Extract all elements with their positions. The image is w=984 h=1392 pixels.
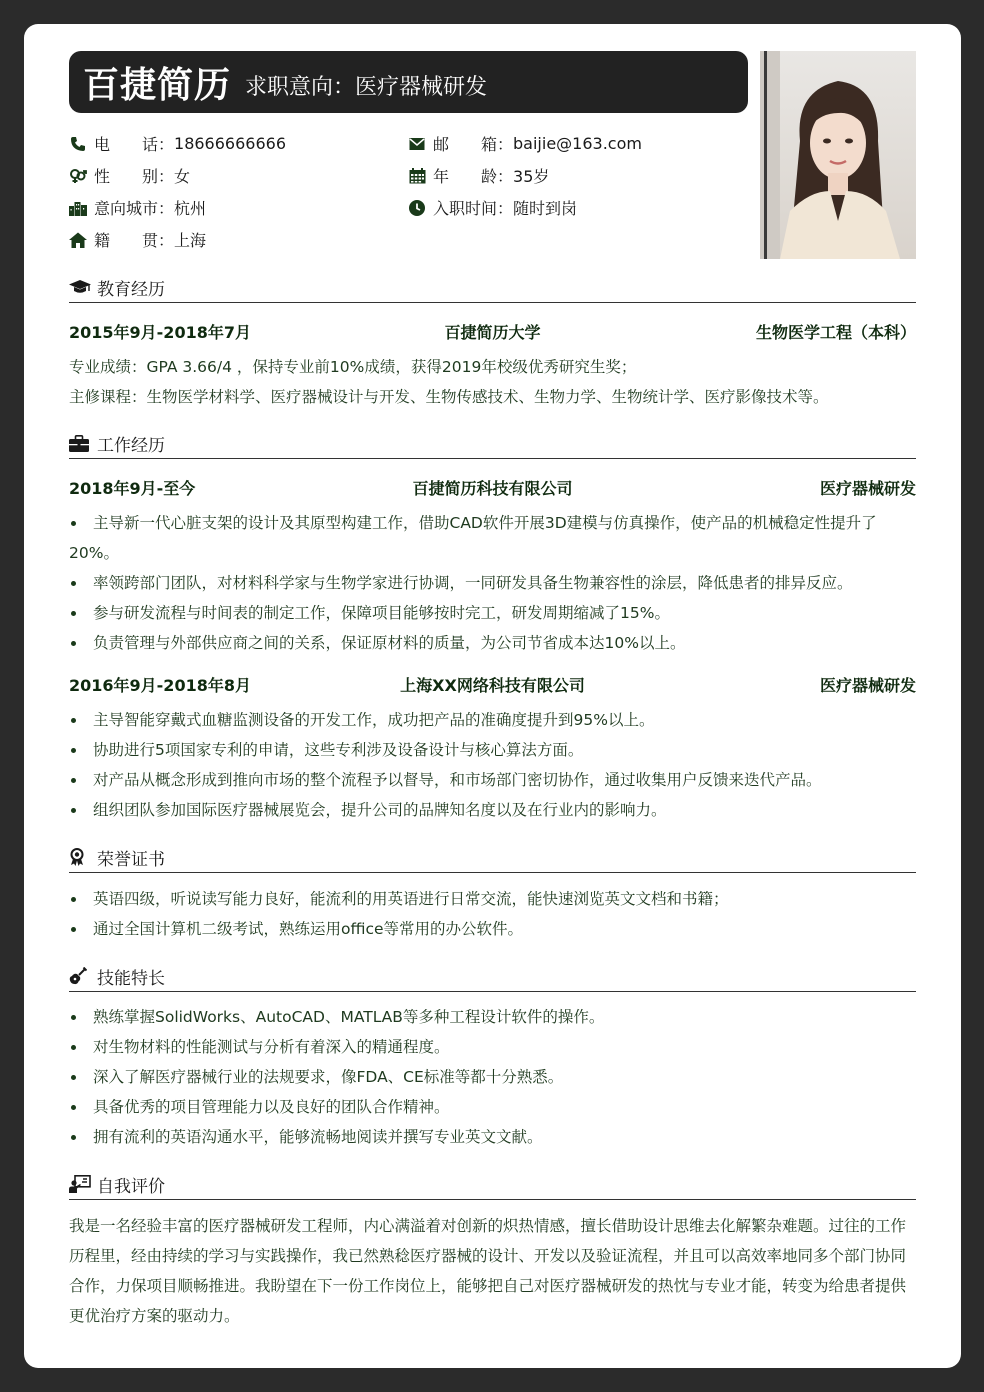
briefcase-icon — [69, 433, 91, 453]
contact-email: 邮 箱： baijie@163.com — [408, 132, 642, 155]
work-period: 2016年9月-2018年8月 — [69, 676, 251, 695]
work-bullets — [69, 705, 916, 825]
section-self-eval: 自我评价 — [69, 1169, 916, 1200]
education-line: 专业成绩：GPA 3.66/4 ，保持专业前10%成绩，获得2019年校级优秀研究生奖； — [69, 358, 637, 376]
guitar-icon — [69, 966, 91, 986]
work-bullets — [69, 508, 916, 658]
email-value: baijie@163.com — [513, 134, 642, 153]
list-item: 拥有流利的英语沟通水平，能够流畅地阅读并撰写专业英文文献。 — [69, 1122, 916, 1152]
contact-start: 入职时间： 随时到岗 — [408, 196, 577, 219]
profile-photo — [760, 51, 916, 259]
work-row — [69, 476, 916, 499]
honors-list — [69, 884, 916, 944]
self-eval-text: 我是一名经验丰富的医疗器械研发工程师，内心满溢着对创新的炽热情感，擅长借助设计思维去化解繁杂难题。过往的工作历程里，经由持续的学习与实践操作，我已然熟稔医疗器械的设计、开发以及验证流程，并且可以高效率地同多个部门协同合作，力保项目顺畅推进。我盼望在下一份工作岗位上，能够把自己对医疗器械研发的热忱与专业才能，转变为给患者提供更优治疗方案的驱动力。 — [69, 1217, 907, 1325]
resume-page — [24, 24, 961, 1368]
section-honors: 荣誉证书 — [69, 842, 916, 873]
education-row — [69, 320, 916, 343]
education-period: 2015年9月-2018年7月 — [69, 323, 251, 342]
origin-value: 上海 — [174, 231, 207, 250]
work-period: 2018年9月-至今 — [69, 479, 196, 498]
resume-name: 百捷简历 — [83, 64, 232, 106]
work-company: 上海XX网络科技有限公司 — [400, 676, 585, 695]
list-item: 参与研发流程与时间表的制定工作，保障项目能够按时完工，研发周期缩减了15%。 — [69, 598, 916, 628]
education-major: 生物医学工程（本科） — [755, 323, 916, 342]
graduation-cap-icon — [69, 277, 91, 297]
list-item: 组织团队参加国际医疗器械展览会，提升公司的品牌知名度以及在行业内的影响力。 — [69, 795, 916, 825]
education-school: 百捷简历大学 — [444, 323, 541, 342]
education-line: 主修课程：生物医学材料学、医疗器械设计与开发、生物传感技术、生物力学、生物统计学、医疗影像技术等。 — [69, 388, 829, 406]
education-details — [69, 352, 916, 412]
list-item: 对生物材料的性能测试与分析有着深入的精通程度。 — [69, 1032, 916, 1062]
home-icon — [69, 231, 87, 249]
list-item: 率领跨部门团队，对材料科学家与生物学家进行协调，一同研发具备生物兼容性的涂层，降低患者的排异反应。 — [69, 568, 916, 598]
section-work: 工作经历 — [69, 428, 916, 459]
work-company: 百捷简历科技有限公司 — [412, 479, 573, 498]
contact-origin: 籍 贯： 上海 — [69, 228, 206, 251]
gender-icon — [69, 167, 87, 185]
work-role: 医疗器械研发 — [819, 676, 916, 695]
list-item: 熟练掌握SolidWorks、AutoCAD、MATLAB等多种工程设计软件的操作。 — [69, 1002, 916, 1032]
section-education: 教育经历 — [69, 272, 916, 303]
header-banner — [69, 51, 748, 113]
list-item: 主导智能穿戴式血糖监测设备的开发工作，成功把产品的准确度提升到95%以上。 — [69, 705, 916, 735]
list-item: 对产品从概念形成到推向市场的整个流程予以督导，和市场部门密切协作，通过收集用户反馈来迭代产品。 — [69, 765, 916, 795]
list-item: 负责管理与外部供应商之间的关系，保证原材料的质量，为公司节省成本达10%以上。 — [69, 628, 916, 658]
gender-value: 女 — [174, 167, 191, 186]
list-item: 深入了解医疗器械行业的法规要求，像FDA、CE标准等都十分熟悉。 — [69, 1062, 916, 1092]
presenter-icon — [69, 1174, 91, 1194]
work-role: 医疗器械研发 — [819, 479, 916, 498]
phone-value: 18666666666 — [174, 134, 286, 153]
job-intent: 求职意向：医疗器械研发 — [245, 74, 488, 100]
city-value: 杭州 — [174, 199, 207, 218]
start-value: 随时到岗 — [513, 199, 578, 218]
age-value: 35岁 — [513, 167, 550, 186]
phone-icon — [69, 135, 87, 153]
list-item: 通过全国计算机二级考试，熟练运用office等常用的办公软件。 — [69, 914, 916, 944]
list-item: 具备优秀的项目管理能力以及良好的团队合作精神。 — [69, 1092, 916, 1122]
list-item: 主导新一代心脏支架的设计及其原型构建工作，借助CAD软件开展3D建模与仿真操作，使产品的机械稳定性提升了20%。 — [69, 508, 916, 568]
list-item: 协助进行5项国家专利的申请，这些专利涉及设备设计与核心算法方面。 — [69, 735, 916, 765]
city-icon — [69, 199, 87, 217]
contact-city: 意向城市： 杭州 — [69, 196, 206, 219]
list-item: 英语四级，听说读写能力良好，能流利的用英语进行日常交流，能快速浏览英文文档和书籍； — [69, 884, 916, 914]
contact-age: 年 龄： 35岁 — [408, 164, 549, 187]
clock-icon — [408, 199, 426, 217]
contact-gender: 性 别： 女 — [69, 164, 190, 187]
envelope-icon — [408, 135, 426, 153]
award-icon — [69, 847, 91, 867]
contact-phone: 电 话： 18666666666 — [69, 132, 286, 155]
work-row — [69, 673, 916, 696]
calendar-icon — [408, 167, 426, 185]
skills-list — [69, 1002, 916, 1152]
section-skills: 技能特长 — [69, 961, 916, 992]
